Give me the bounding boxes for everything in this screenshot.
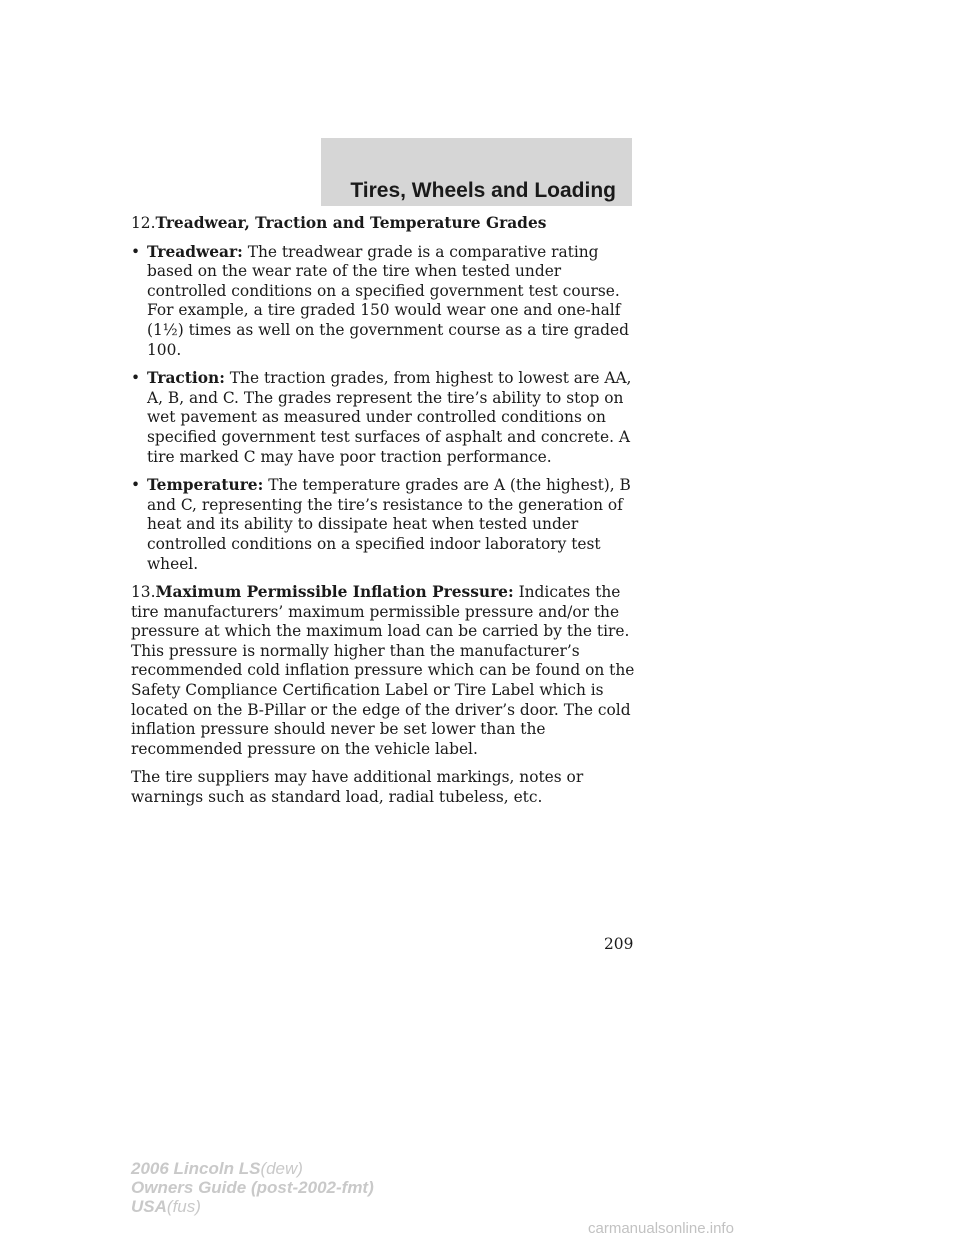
footer-model: 2006 Lincoln LS: [131, 1159, 261, 1178]
page-content: [131, 214, 641, 817]
item-12-number: 12.: [131, 214, 156, 232]
bullet-text: The treadwear grade is a comparative rating based on the wear rate of the tire when tested under controlled conditions on a specified government test course. For example, a tire graded 150 would wear one and one-half (1½) times as well on the government course as a tire graded 100.: [147, 242, 629, 359]
item-13-text: Indicates the tire manufacturers’ maximum permissible pressure and/or the pressure at which the maximum load can be carried by the tire. This pressure is normally higher than the manufacturer’s recommended cold inflation pressure which can be found on the Safety Compliance Certification Label or Tire Label which is located on the B-Pillar or the edge of the driver’s door. The cold inflation pressure should never be set lower than the recommended pressure on the vehicle label.: [131, 583, 635, 758]
document-footer: [131, 1159, 374, 1216]
closing-paragraph: The tire suppliers may have additional markings, notes or warnings such as standard load, radial tubeless, etc.: [131, 768, 584, 807]
bullet-temperature: [131, 476, 641, 574]
item-13-number: 13.: [131, 583, 156, 602]
bullet-icon: •: [131, 369, 141, 388]
item-13-paragraph: [131, 583, 641, 759]
bullet-treadwear: [131, 243, 641, 361]
footer-model-code: (dew): [260, 1159, 303, 1178]
bullet-text: The traction grades, from highest to lowest are AA, A, B, and C. The grades represent the tire’s ability to stop on wet pavement as measured under controlled conditions on specified government test surfaces of asphalt and concrete. A tire marked C may have poor traction performance.: [147, 369, 632, 466]
bullet-label: Treadwear:: [147, 242, 243, 261]
bullet-text: The temperature grades are A (the highest), B and C, representing the tire’s resistance to the generation of heat and its ability to dissipate heat when tested under controlled conditions on a specified indoor laboratory test wheel.: [147, 476, 631, 573]
bullet-icon: •: [131, 476, 141, 495]
page-number: 209: [604, 935, 634, 953]
watermark: carmanualsonline.info: [588, 1220, 734, 1237]
footer-region-code: (fus): [166, 1197, 201, 1216]
section-header-band: [321, 138, 632, 206]
footer-region: USA: [131, 1197, 167, 1216]
bullet-traction: [131, 369, 641, 467]
item-12-title: Treadwear, Traction and Temperature Grades: [155, 214, 547, 232]
bullet-label: Traction:: [147, 369, 225, 388]
section-title: Tires, Wheels and Loading: [350, 179, 616, 202]
footer-guide: Owners Guide (post-2002-fmt): [131, 1178, 374, 1197]
bullet-label: Temperature:: [147, 476, 264, 495]
item-12-heading: [131, 214, 641, 234]
item-13-label: Maximum Permissible Inflation Pressure:: [155, 583, 514, 602]
bullet-icon: •: [131, 242, 141, 261]
